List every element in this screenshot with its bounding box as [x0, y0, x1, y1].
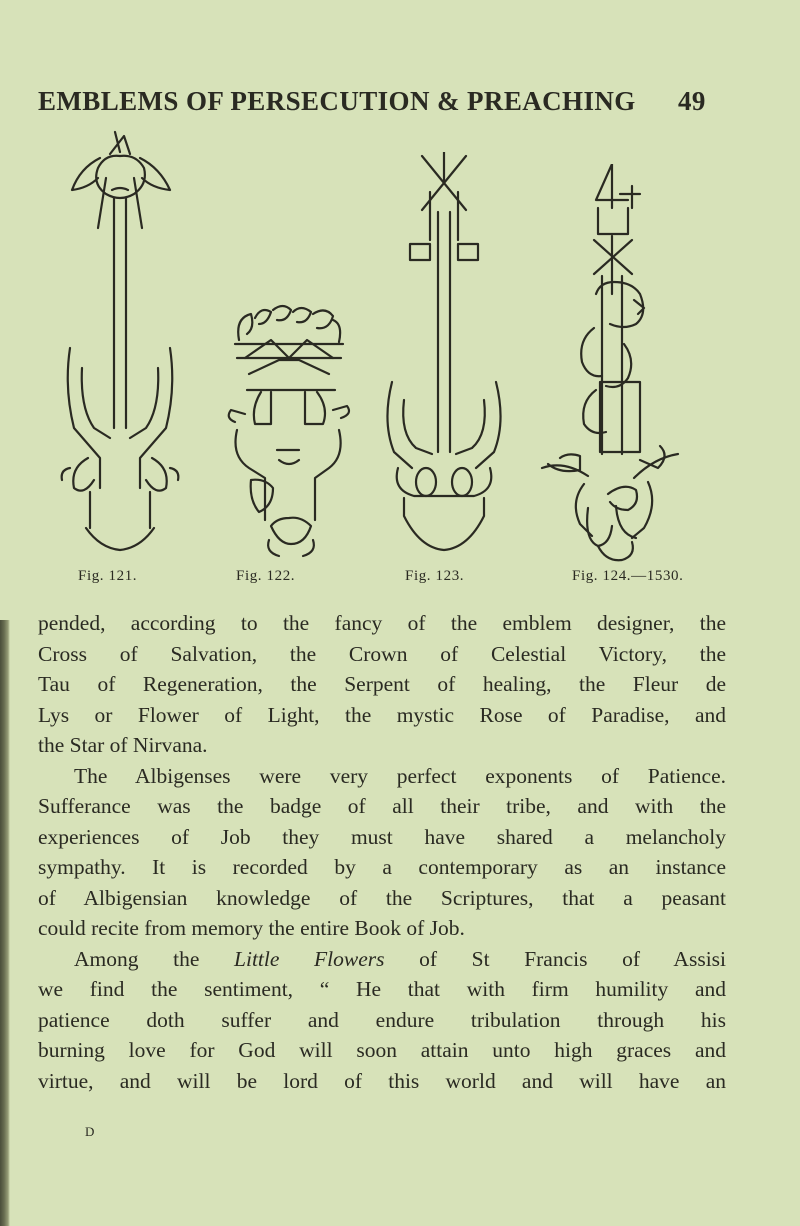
text-line: patience doth suffer and endure tribulation through his: [38, 1007, 726, 1032]
figure-122-caption: Fig. 122.: [236, 568, 296, 584]
body-text: [38, 608, 726, 1096]
text-line: sympathy. It is recorded by a contemporary as an instance: [38, 855, 726, 879]
text-line: experiences of Job they must have shared a melancholy: [38, 824, 726, 849]
figure-124-caption: Fig. 124.—1530.: [572, 568, 684, 584]
signature-mark: D: [85, 1124, 95, 1139]
text-line: pended, according to the fancy of the emblem designer, the: [38, 611, 726, 635]
text-line: Sufferance was the badge of all their tribe, and with the: [38, 794, 726, 818]
text-line: Lys or Flower of Light, the mystic Rose of Paradise, and: [38, 702, 726, 727]
text-run: of St Francis of Assisi: [419, 946, 727, 971]
figure-123-emblem: [380, 152, 510, 562]
book-title-italic: Little Flowers: [234, 946, 385, 971]
figure-121-caption: Fig. 121.: [78, 568, 138, 584]
text-line: [38, 944, 726, 975]
text-line: the Star of Nirvana.: [38, 733, 208, 757]
paragraph-2: [38, 761, 726, 944]
paragraph-3: [38, 944, 726, 1097]
figure-123-caption: Fig. 123.: [405, 568, 465, 584]
header-title: EMBLEMS OF PERSECUTION & PREACHING: [38, 86, 636, 116]
figure-124-emblem: [540, 164, 680, 564]
text-run: Among the: [74, 946, 200, 971]
figure-122-emblem: [225, 300, 355, 560]
text-line: Cross of Salvation, the Crown of Celestial Victory, the: [38, 641, 726, 666]
text-line: could recite from memory the entire Book of Job.: [38, 916, 465, 940]
text-line: The Albigenses were very perfect exponents of Patience.: [74, 763, 726, 788]
running-header: [38, 86, 728, 117]
page-number: 49: [678, 86, 706, 116]
text-line: we find the sentiment, “ He that with firm humility and: [38, 977, 726, 1001]
paragraph-1: [38, 608, 726, 761]
text-line: of Albigensian knowledge of the Scriptures, that a peasant: [38, 885, 726, 910]
figure-121-emblem: [60, 128, 190, 558]
text-line: Tau of Regeneration, the Serpent of healing, the Fleur de: [38, 672, 726, 696]
text-line: virtue, and will be lord of this world and will have an: [38, 1068, 726, 1093]
page-binding-shadow: [0, 620, 10, 1226]
text-line: burning love for God will soon attain unto high graces and: [38, 1038, 726, 1062]
